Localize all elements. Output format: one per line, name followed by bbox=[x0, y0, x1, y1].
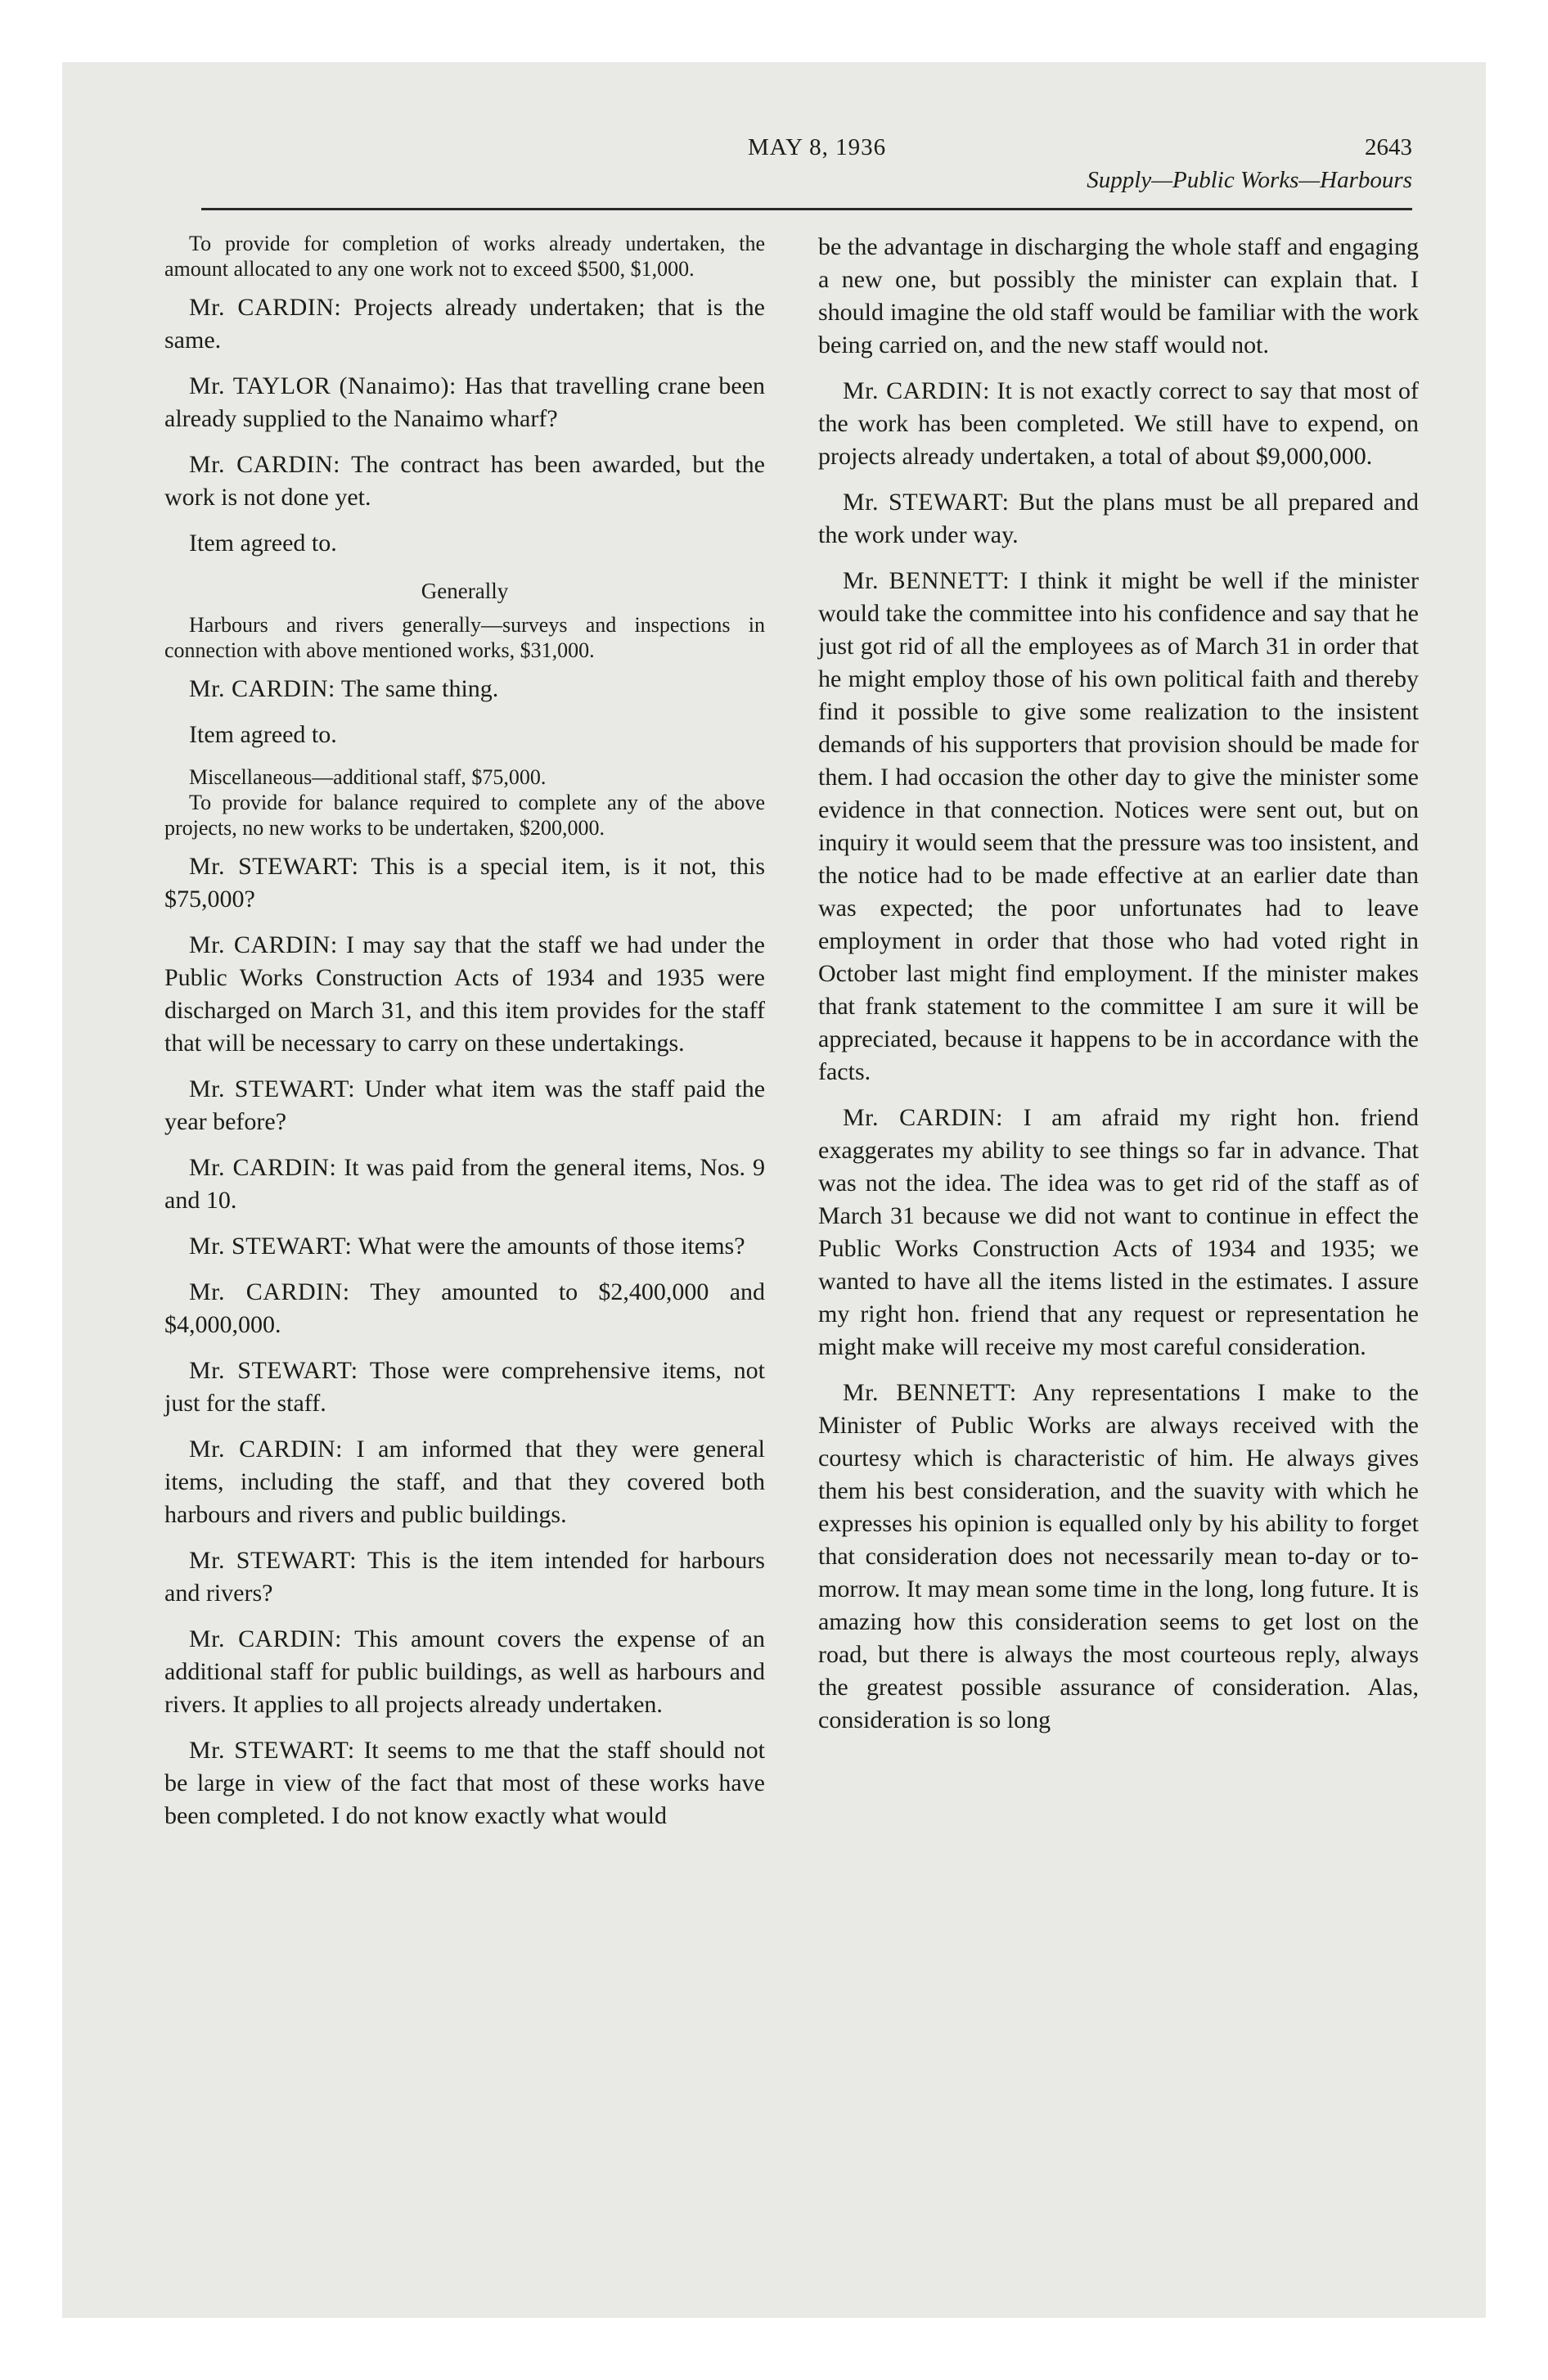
speech-paragraph bbox=[164, 1355, 765, 1420]
page-number: 2643 bbox=[1365, 134, 1412, 160]
speech-paragraph bbox=[818, 1377, 1419, 1737]
speech-text: It seems to me that the staff should not be large in view of the fact that most of these works have been completed. I do not know exactly what would bbox=[164, 1737, 766, 1829]
speaker-name: Mr. STEWART: bbox=[189, 1233, 353, 1260]
item-agreed: Item agreed to. bbox=[189, 721, 337, 748]
speaker-name: Mr. BENNETT: bbox=[843, 567, 1010, 594]
speech-text: The same thing. bbox=[340, 675, 499, 702]
right-column bbox=[818, 231, 1419, 1750]
speech-paragraph bbox=[818, 565, 1419, 1089]
speech-paragraph bbox=[164, 291, 765, 357]
speech-text: Those were comprehensive items, not just for the staff. bbox=[164, 1357, 766, 1417]
speech-text: I may say that the staff we had under the Public Works Construction Acts of 1934 and 1935 were discharged on March 31, and this item provides for the staff that will be necessary to carry on these undertakings. bbox=[164, 931, 765, 1057]
speech-text: I think it might be well if the minister would take the committee into his confidence and say that he just got rid of all the employees as of March 31 in order that he might employ those of his own political faith and thereby find it possible to give some realization to the insistent demands of his supporters that provision should be made for them. I had occasion the other day to give the minister some evidence in that connection. Notices were sent out, but on inquiry it would seem that the pressure was too insistent, and the notice had to be made effective at an earlier date than was expected; the poor unfortunates had to leave employment in order that those who had voted right in October last might find employment. If the minister makes that frank statement to the committee I am sure it will be appreciated, because it happens to be in accordance with the facts. bbox=[818, 567, 1419, 1085]
speaker-name: Mr. CARDIN: bbox=[843, 377, 990, 404]
header-date: MAY 8, 1936 bbox=[748, 134, 887, 160]
speech-paragraph bbox=[818, 375, 1419, 473]
speech-paragraph bbox=[164, 1152, 765, 1217]
speech-text: It is not exactly correct to say that most of the work has been completed. We still have to expend, on projects already undertaken, a total of about $9,000,000. bbox=[818, 377, 1419, 470]
speaker-name: Mr. TAYLOR (Nanaimo): bbox=[189, 372, 457, 399]
speaker-name: Mr. CARDIN: bbox=[189, 1278, 350, 1305]
speech-text: I am informed that they were general items, including the staff, and that they covered both harbours and rivers and public buildings. bbox=[164, 1436, 765, 1528]
speech-text: This is the item intended for harbours and rivers? bbox=[164, 1547, 765, 1607]
speaker-name: Mr. CARDIN: bbox=[189, 931, 338, 958]
speaker-name: Mr. STEWART: bbox=[189, 1547, 358, 1574]
speech-paragraph bbox=[164, 1734, 765, 1832]
speech-paragraph bbox=[818, 1102, 1419, 1364]
speaker-name: Mr. BENNETT: bbox=[843, 1379, 1017, 1406]
speaker-name: Mr. CARDIN: bbox=[843, 1104, 1003, 1131]
estimate-item: To provide for completion of works already undertaken, the amount allocated to any one work not to exceed $500, $1,000. bbox=[164, 232, 765, 281]
speech-text: But the plans must be all prepared and the work under way. bbox=[818, 489, 1419, 548]
speech-text: This amount covers the expense of an additional staff for public buildings, as well as harbours and rivers. It applies to all projects already undertaken. bbox=[164, 1625, 765, 1718]
speaker-name: Mr. STEWART: bbox=[189, 1075, 356, 1102]
speech-text: What were the amounts of those items? bbox=[358, 1233, 745, 1260]
speech-paragraph bbox=[164, 1073, 765, 1138]
page bbox=[62, 62, 1486, 2318]
speech-text: This is a special item, is it not, this $75,000? bbox=[164, 853, 765, 913]
header-rule bbox=[201, 208, 1412, 210]
speech-text: Under what item was the staff paid the year before? bbox=[164, 1075, 766, 1135]
speech-text: I am afraid my right hon. friend exaggerates my ability to see things so far in advance. That was not the idea. The idea was to get rid of the staff as of March 31 because we did not want to continue in effect the Public Works Construction Acts of 1934 and 1935; we wanted to have all the items listed in the estimates. I assure my right hon. friend that any request or representation he might make will receive my most careful consideration. bbox=[818, 1104, 1419, 1360]
speech-paragraph bbox=[164, 1544, 765, 1610]
speech-text: Any representations I make to the Minister of Public Works are always received with the courtesy which is characteristic of him. He always gives them his best consideration, and the suavity with which he expresses his opinion is equalled only by his ability to forget that consideration does not necessarily mean to-day or to-morrow. It may mean some time in the long, long future. It is amazing how this consideration seems to get lost on the road, but there is always the most courteous reply, always the greatest possible assurance of consideration. Alas, consideration is so long bbox=[818, 1379, 1419, 1733]
speech-text: Projects already undertaken; that is the same. bbox=[164, 294, 765, 354]
speaker-name: Mr. STEWART: bbox=[189, 1357, 358, 1384]
speech-paragraph bbox=[164, 1230, 765, 1263]
speech-paragraph bbox=[164, 1276, 765, 1341]
speaker-name: Mr. STEWART: bbox=[189, 1737, 355, 1764]
header-subject: Supply—Public Works—Harbours bbox=[1087, 167, 1412, 193]
speech-paragraph bbox=[164, 370, 765, 435]
speech-text: It was paid from the general items, Nos. 9 and 10. bbox=[164, 1154, 766, 1214]
speaker-name: Mr. CARDIN: bbox=[189, 1625, 342, 1652]
speech-text: They amounted to $2,400,000 and $4,000,000. bbox=[164, 1278, 766, 1338]
speaker-name: Mr. STEWART: bbox=[843, 489, 1010, 516]
speech-paragraph bbox=[818, 486, 1419, 552]
speech-text: The contract has been awarded, but the work is not done yet. bbox=[164, 451, 765, 511]
speech-text: Has that travelling crane been already supplied to the Nanaimo wharf? bbox=[164, 372, 765, 432]
estimate-item: To provide for balance required to complete any of the above projects, no new works to be undertaken, $200,000. bbox=[164, 791, 765, 840]
speech-paragraph bbox=[164, 1433, 765, 1531]
section-heading: Generally bbox=[421, 579, 509, 603]
estimate-item: Miscellaneous—additional staff, $75,000. bbox=[189, 765, 547, 789]
continued-paragraph: be the advantage in discharging the whole staff and engaging a new one, but possibly the minister can explain that. I should imagine the old staff would be familiar with the work being carried on, and the new staff would not. bbox=[818, 233, 1419, 358]
speaker-name: Mr. CARDIN: bbox=[189, 675, 335, 702]
speaker-name: Mr. CARDIN: bbox=[189, 1436, 343, 1463]
speech-paragraph bbox=[164, 850, 765, 916]
left-column bbox=[164, 231, 765, 1846]
speech-paragraph bbox=[164, 449, 765, 514]
item-agreed: Item agreed to. bbox=[189, 530, 337, 557]
speech-paragraph bbox=[164, 929, 765, 1060]
speaker-name: Mr. CARDIN: bbox=[189, 451, 340, 478]
estimate-item: Harbours and rivers generally—surveys and inspections in connection with above mentioned works, $31,000. bbox=[164, 613, 765, 662]
speech-paragraph bbox=[164, 1623, 765, 1721]
speaker-name: Mr. CARDIN: bbox=[189, 294, 342, 321]
speaker-name: Mr. STEWART: bbox=[189, 853, 359, 880]
speech-paragraph bbox=[164, 673, 765, 705]
speaker-name: Mr. CARDIN: bbox=[189, 1154, 337, 1181]
